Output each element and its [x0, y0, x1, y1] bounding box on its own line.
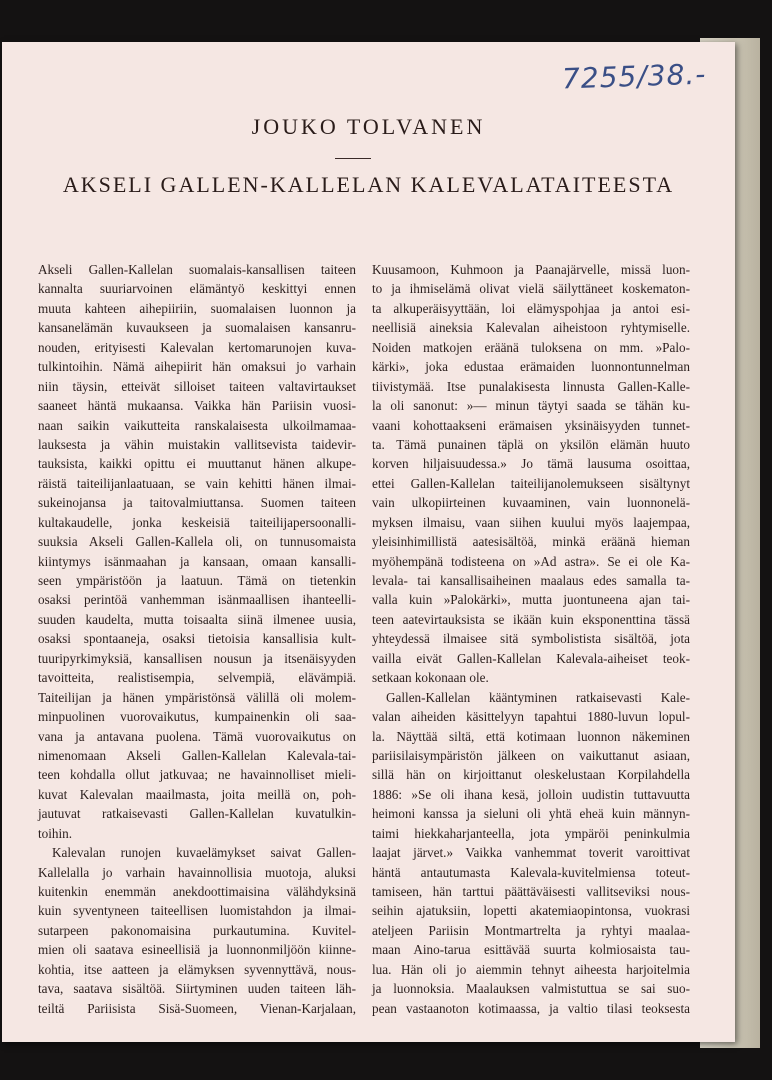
- text-line: tauksista, kaikki opittu ei muuttanut hänen alkupe-: [38, 456, 356, 472]
- left-column: [38, 260, 356, 1018]
- text-line: ta. Tämä punainen täplä on yksilön elämän huuto: [372, 436, 690, 452]
- text-line: pean vastaanoton kotimaassa, ja valtio tilasi teoksesta: [372, 1000, 690, 1016]
- text-line: yleisinhimillistä aatesisältöä, minkä eräänä hieman: [372, 534, 690, 550]
- title-divider: [335, 158, 371, 159]
- text-line: vaani kohottaakseni erämaisen yksinäisyyden tunnet-: [372, 417, 690, 433]
- text-line: minpuolinen vuorovaikutus, kumpainenkin oli saa-: [38, 709, 356, 725]
- text-line: osaksi spontaaneja, osaksi tietoisia kansallisia kult-: [38, 631, 356, 647]
- text-line: setkaan kokonaan ole.: [372, 670, 489, 686]
- author-name: JOUKO TOLVANEN: [251, 114, 486, 139]
- text-line: heimoni kanssa ja sieluni oli yhtä eheä kuin männyn-: [372, 806, 690, 822]
- text-line: lua. Hän oli jo aiemmin tehnyt aiheesta harjoitelmia: [372, 961, 690, 977]
- text-line: kuitenkin enemmän anekdoottimaisina välähdyksinä: [38, 884, 356, 899]
- text-line: valla kuin »Palokärki», mutta juontuneena ajan tai-: [372, 592, 690, 608]
- handwritten-annotation: 7255/38.-: [561, 57, 707, 96]
- text-line: neellisiä aineksia Kalevalan aiheistoon ryhtymiselle.: [372, 320, 690, 336]
- text-line: suuksia Akseli Gallen-Kallela oli, on tunnusomaista: [38, 534, 356, 550]
- text-line: Kuusamoon, Kuhmoon ja Paanajärvelle, missä luon-: [372, 262, 690, 277]
- text-line: kannalta suuriarvoinen elämäntyö keskittyi ennen: [38, 281, 356, 297]
- article-title: AKSELI GALLEN-KALLELAN KALEVALATAITEESTA: [62, 172, 675, 197]
- text-line: kuin syventyneen taiteellisen luomistahdon ja ilmai-: [38, 903, 356, 919]
- text-line: myöhempänä todisteena on »Ad astra». Se ei ole Ka-: [372, 553, 690, 569]
- document-page: [2, 42, 735, 1042]
- text-line: tamiseen, hän tarttui päättäväisesti vallitseviksi nous-: [372, 884, 690, 899]
- text-line: Noiden matkojen eräänä tuloksena on mm. »Palo-: [372, 339, 690, 355]
- text-line: vana ja antavana puolena. Tämä vuorovaikutus on: [38, 728, 356, 744]
- text-line: tava, saatava sisältöä. Siirtyminen uuden taiteen läh-: [38, 981, 356, 997]
- text-line: mien oli saatava esineellisiä ja luonnonmiljöön kiinne-: [38, 942, 356, 958]
- text-line: jautuvat ratkaisevasti Gallen-Kallelan kuvatulkin-: [38, 806, 356, 822]
- text-line: sillä hän on kirjoittanut oleskelustaan Korpilahdella: [372, 767, 690, 783]
- text-line: teiltä Pariisista Sisä-Suomeen, Vienan-Karjalaan,: [38, 1000, 356, 1016]
- text-line: la oli sanonut: »— minun täytyi saada se tähän ku-: [372, 398, 690, 414]
- text-line: osaksi perintöä vanhemman isänmaallisen ihanteelli-: [38, 592, 356, 608]
- text-line: laajat järvet.» Vaikka vanhemmat toverit varoittivat: [372, 845, 690, 861]
- text-line: Kallelalla jo varhain havainnollisia muotoja, aluksi: [38, 864, 356, 880]
- text-line: räistä taiteilijanlaatuaan, se vain kehitti hänen ilmai-: [38, 475, 356, 491]
- text-line: kohtia, itse aatteen ja elämyksen syvennyttävä, nous-: [38, 961, 356, 977]
- text-line: korven hiljaisuudessa.» Jo tämä lausuma osoittaa,: [372, 456, 690, 472]
- text-line: to ja ihmiselämä olivat vielä säilyttäneet koskematon-: [372, 281, 690, 297]
- text-line: la. Näyttää siltä, että kotimaan luonnon näkeminen: [372, 728, 690, 744]
- text-line: ateljeen Pariisin Montmartrelta ja ryhtyi maalaa-: [372, 922, 690, 938]
- text-line: seen ympäristöön ja laatuun. Tämä on tietenkin: [38, 573, 356, 588]
- text-line: nimenomaan Akseli Gallen-Kallelan Kalevala-tai-: [38, 747, 356, 763]
- text-line: vain ulkopiirteinen kuvaaminen, vain luonnonelä-: [372, 495, 690, 511]
- right-column: [372, 260, 690, 1018]
- text-line: myksen ilmaisu, vaan siihen kuului myös laajempaa,: [372, 514, 690, 530]
- text-line: pariisilaisympäristön jälkeen on vaikuttanut asiaan,: [372, 747, 690, 763]
- text-line: 1886: »Se oli ihana kesä, jolloin uudistin tuttavuutta: [372, 786, 690, 802]
- text-line: muuta kahteen aihepiiriin, suomalaisen luonnon ja: [38, 300, 356, 316]
- text-line: naan saikin vaikutteita ranskalaisesta ulkoilmamaa-: [38, 417, 356, 433]
- text-line: tiivistymää. Itse punalakisesta linnusta Gallen-Kalle-: [372, 378, 690, 394]
- text-line: levala- tai kansallisaiheinen maalaus edes samalla ta-: [372, 573, 690, 588]
- text-line: tuuripyrkimyksiä, kansallisen nousun ja itsenäisyyden: [38, 650, 356, 666]
- text-line: toihin.: [38, 825, 73, 841]
- text-line: häntä antautumasta Kalevala-kuvitelmiensa toteut-: [372, 864, 690, 880]
- text-line: valan aiheiden käsittelyyn tapahtui 1880-luvun lopul-: [372, 709, 690, 725]
- text-line: Kalevalan runojen kuvaelämykset saivat Gallen-: [52, 845, 356, 861]
- text-line: ja luonnoksia. Maalauksen valmistuttua se sai suo-: [372, 981, 690, 997]
- text-line: Taiteilijan ja hänen ympäristönsä välillä oli molem-: [38, 689, 356, 705]
- text-line: niin täysin, etteivät silloiset taiteen valtavirtaukset: [38, 378, 356, 394]
- text-line: tavoitteita, realistisempia, selvempiä, elävämpiä.: [38, 670, 356, 686]
- text-line: kuvat Kalevalan maailmasta, joita meillä on, poh-: [38, 786, 356, 802]
- text-line: Gallen-Kallelan kääntyminen ratkaisevasti Kale-: [386, 689, 690, 705]
- text-line: ta alkuperäisyyttään, loi elämyspohjaa ja antoi esi-: [372, 300, 690, 316]
- text-line: nouden, erityisesti Kalevalan kertomarunojen kuva-: [38, 339, 356, 355]
- text-line: teen kohdalla ollut jatkuvaa; ne havainnolliset mieli-: [38, 767, 356, 783]
- text-line: ettei Gallen-Kallelan taiteilijanolemukseen sisältynyt: [372, 475, 690, 491]
- text-line: kultakaudelle, jonka keskeisiä taiteilijapersoonalli-: [38, 514, 356, 530]
- text-line: suuden kaudelta, mutta toisaalta siinä ilmenee uusia,: [38, 611, 356, 627]
- text-line: seihin ajatuksiin, lopetti akatemiaopintonsa, vuokrasi: [372, 903, 690, 919]
- text-line: kärki», joka edustaa erämaiden luonnontunnelman: [372, 359, 690, 375]
- text-line: sutarpeen pakonomaisina purkautumina. Kuvitel-: [38, 922, 356, 938]
- text-line: taimi hiekkaharjanteella, jota ympäröi peninkulmia: [372, 825, 690, 841]
- text-line: teen aatevirtauksista se ikään kuin eksponenttina tässä: [372, 611, 690, 627]
- text-line: sukeinojansa ja taitovalmiuttansa. Suomen taiteen: [38, 495, 356, 511]
- text-line: Akseli Gallen-Kallelan suomalais-kansallisen taiteen: [38, 262, 356, 277]
- text-line: vailla eivät Gallen-Kallelan Kalevala-aiheiset teok-: [372, 650, 690, 666]
- text-line: tulkintoihin. Nämä aihepiirit hän omaksui jo varhain: [38, 359, 356, 375]
- text-line: yhteydessä ilmaisee sitä symbolistista sisältöä, jota: [372, 631, 690, 647]
- text-line: saaneet häntä mukaansa. Vaikka hän Pariisin vuosi-: [38, 398, 356, 414]
- text-line: lauksesta ja vähin muistakin vallitsevista taidevir-: [38, 436, 356, 452]
- text-line: kiintymys isänmaahan ja kansaan, omaan kansalli-: [38, 553, 356, 569]
- text-line: kansanelämän kuvaukseen ja suomalaisen kansanru-: [38, 320, 356, 336]
- text-line: maan Aino-tarua esittävää suurta kolmiosaista tau-: [372, 942, 690, 958]
